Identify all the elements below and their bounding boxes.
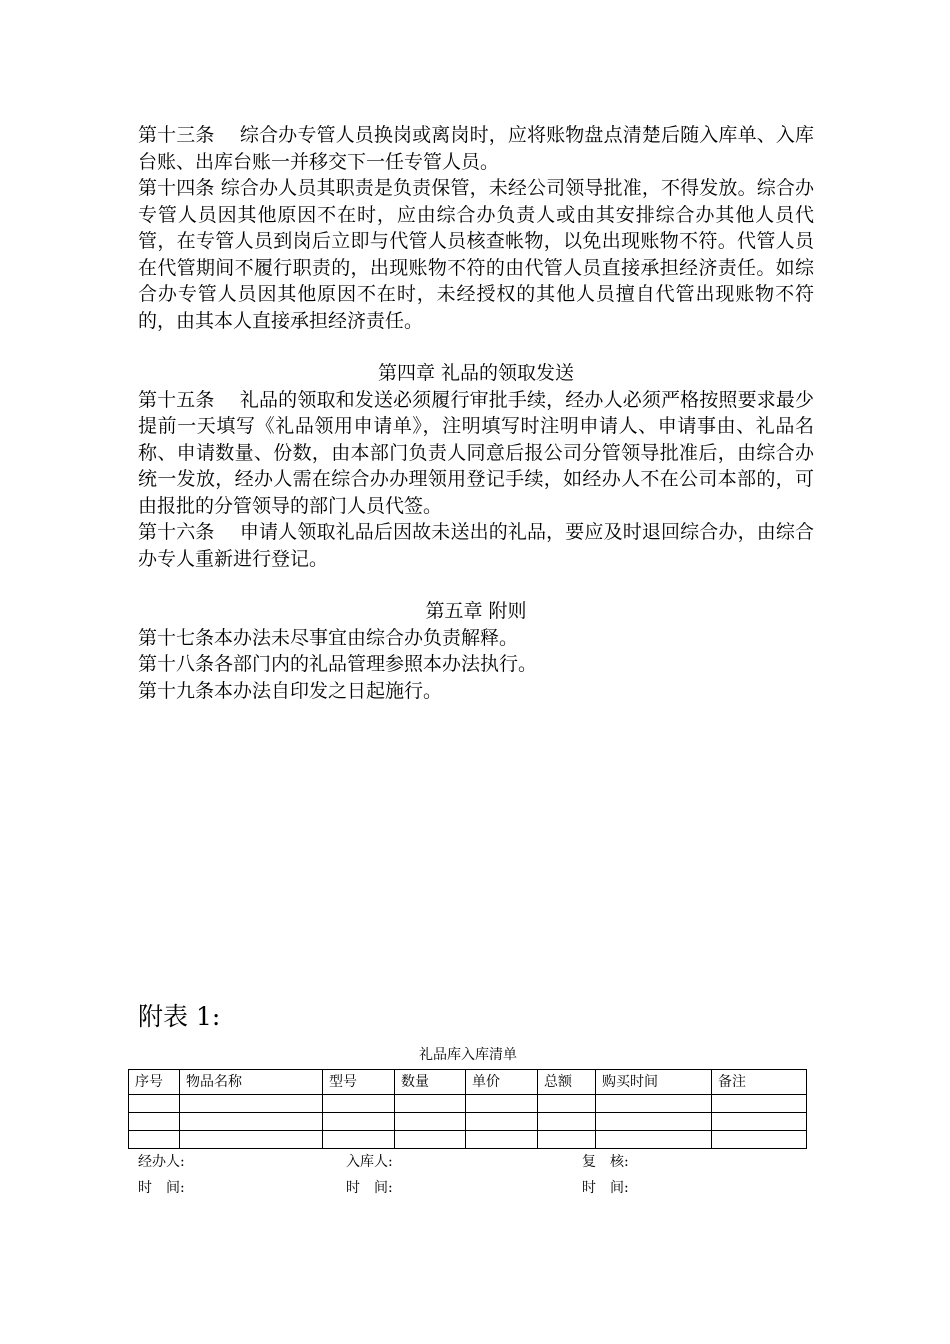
reviewer-time-label: 时 间: [582, 1180, 629, 1196]
table-cell [538, 1131, 596, 1149]
appendix-label: 附表 1: [138, 1002, 221, 1031]
table-cell [180, 1095, 323, 1113]
article-15: 第十五条 礼品的领取和发送必须履行审批手续，经办人必须严格按照要求最少提前一天填写《礼品领用申请单》，注明填写时注明申请人、申请事由、礼品名称、申请数量、份数，由本部门负责人同意后报公司分管领导批准后，由综合办统一发放，经办人需在综合办办理领用登记手续，如经办人不在公司本部的，可由报批的分管领导的部门人员代签。 [138, 388, 814, 517]
table-cell [596, 1113, 712, 1131]
warehouse-time-label: 时 间: [346, 1180, 393, 1196]
table-cell [129, 1131, 180, 1149]
header-cell: 备注 [712, 1070, 807, 1095]
table-cell [466, 1095, 538, 1113]
article-14: 第十四条 综合办人员其职责是负责保管，未经公司领导批准，不得发放。综合办专管人员因其他原因不在时，应由综合办负责人或由其安排综合办其他人员代管，在专管人员到岗后立即与代管人员核查帐物，以免出现账物不符。代管人员在代管期间不履行职责的，出现账物不符的由代管人员直接承担经济责任。如综合办专管人员因其他原因不在时，未经授权的其他人员擅自代管出现账物不符的，由其本人直接承担经济责任。 [138, 177, 814, 332]
table-title: 礼品库入库清单 [419, 1047, 517, 1063]
table-cell [395, 1113, 466, 1131]
table-cell [596, 1095, 712, 1113]
table-cell [712, 1095, 807, 1113]
warehouse-entry-table [128, 1069, 807, 1149]
table-row [129, 1095, 807, 1113]
header-cell: 序号 [129, 1070, 180, 1095]
header-cell: 物品名称 [180, 1070, 323, 1095]
article-13: 第十三条 综合办专管人员换岗或离岗时，应将账物盘点清楚后随入库单、入库台账、出库台账一并移交下一任专管人员。 [138, 124, 814, 173]
handler-label: 经办人: [138, 1154, 185, 1170]
table-row [129, 1131, 807, 1149]
header-cell: 单价 [466, 1070, 538, 1095]
chapter-5-heading: 第五章 附则 [425, 600, 527, 622]
article-18: 第十八条各部门内的礼品管理参照本办法执行。 [138, 653, 538, 675]
table-cell [180, 1113, 323, 1131]
table-header-row [129, 1070, 807, 1095]
warehouse-person-label: 入库人: [346, 1154, 393, 1170]
article-19: 第十九条本办法自印发之日起施行。 [138, 679, 443, 702]
table-cell [466, 1131, 538, 1149]
table-cell [323, 1131, 395, 1149]
chapter-4-heading: 第四章 礼品的领取发送 [377, 362, 575, 384]
table-cell [712, 1113, 807, 1131]
table-cell [129, 1113, 180, 1131]
table-cell [395, 1131, 466, 1149]
handler-time-label: 时 间: [138, 1180, 185, 1196]
article-17: 第十七条本办法未尽事宜由综合办负责解释。 [138, 626, 519, 649]
table-cell [466, 1113, 538, 1131]
header-cell: 购买时间 [596, 1070, 712, 1095]
article-16: 第十六条 申请人领取礼品后因故未送出的礼品，要应及时退回综合办，由综合办专人重新进行登记。 [138, 521, 814, 570]
table-cell [596, 1131, 712, 1149]
table-cell [538, 1113, 596, 1131]
header-cell: 总额 [538, 1070, 596, 1095]
table-row [129, 1113, 807, 1131]
spacer [138, 334, 814, 360]
header-cell: 型号 [323, 1070, 395, 1095]
reviewer-label: 复 核: [582, 1154, 629, 1170]
table-cell [395, 1095, 466, 1113]
table-cell [323, 1095, 395, 1113]
table-cell [129, 1095, 180, 1113]
spacer [138, 572, 814, 598]
table-cell [323, 1113, 395, 1131]
regulation-body [138, 122, 814, 704]
header-cell: 数量 [395, 1070, 466, 1095]
table-cell [180, 1131, 323, 1149]
table-cell [712, 1131, 807, 1149]
table-cell [538, 1095, 596, 1113]
